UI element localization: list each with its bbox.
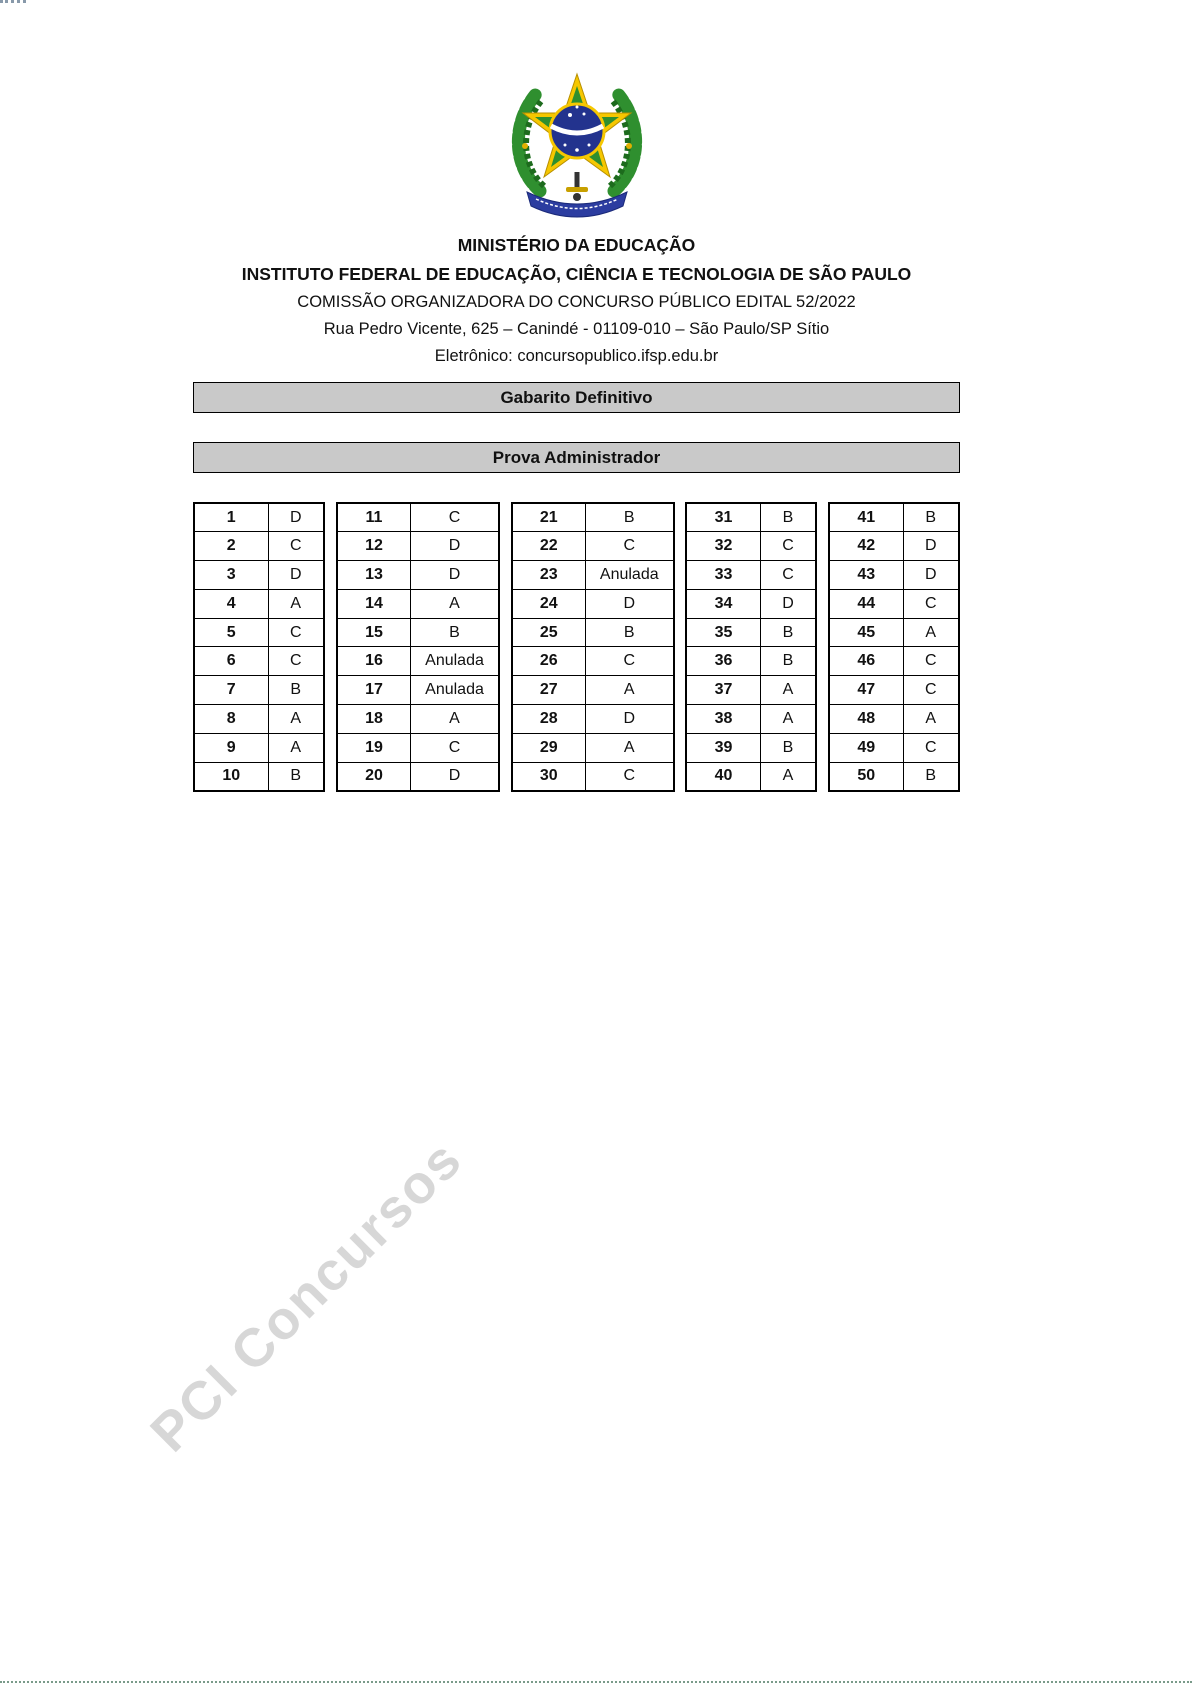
answer-value: C [411, 503, 499, 532]
answer-row [194, 503, 324, 532]
answer-row [829, 618, 959, 647]
answer-value: Anulada [411, 676, 499, 705]
answer-table-3 [511, 502, 675, 792]
question-number: 31 [686, 503, 760, 532]
answer-row [686, 532, 816, 561]
question-number: 50 [829, 762, 903, 791]
question-number: 11 [337, 503, 411, 532]
answer-value: C [586, 647, 674, 676]
answer-row [512, 705, 674, 734]
answer-value: D [760, 589, 816, 618]
answer-value: D [268, 503, 324, 532]
answer-row [337, 676, 499, 705]
answer-row [512, 589, 674, 618]
question-number: 46 [829, 647, 903, 676]
answer-value: D [903, 532, 959, 561]
question-number: 37 [686, 676, 760, 705]
answer-row [686, 676, 816, 705]
answer-row [512, 733, 674, 762]
question-number: 23 [512, 561, 586, 590]
answer-row [337, 733, 499, 762]
answer-value: C [586, 532, 674, 561]
question-number: 22 [512, 532, 586, 561]
answer-row [337, 705, 499, 734]
answer-table-2 [336, 502, 500, 792]
answer-row [686, 762, 816, 791]
question-number: 18 [337, 705, 411, 734]
answer-value: A [760, 705, 816, 734]
document-content [193, 0, 960, 792]
answer-row [686, 618, 816, 647]
answer-value: C [586, 762, 674, 791]
answer-value: D [411, 762, 499, 791]
question-number: 20 [337, 762, 411, 791]
question-number: 5 [194, 618, 268, 647]
answer-row [337, 762, 499, 791]
header-line-commission: COMISSÃO ORGANIZADORA DO CONCURSO PÚBLICO EDITAL 52/2022 [297, 293, 856, 311]
answer-value: D [411, 532, 499, 561]
question-number: 19 [337, 733, 411, 762]
answer-value: C [268, 647, 324, 676]
answer-tables [193, 502, 960, 792]
answer-value: C [903, 647, 959, 676]
question-number: 26 [512, 647, 586, 676]
answer-table-5 [828, 502, 960, 792]
answer-row [686, 503, 816, 532]
question-number: 21 [512, 503, 586, 532]
answer-value: B [760, 647, 816, 676]
question-number: 35 [686, 618, 760, 647]
answer-table-1 [193, 502, 325, 792]
question-number: 27 [512, 676, 586, 705]
question-number: 42 [829, 532, 903, 561]
question-number: 10 [194, 762, 268, 791]
watermark: PCI Concursos [139, 1128, 474, 1464]
question-number: 3 [194, 561, 268, 590]
answer-value: B [760, 503, 816, 532]
answer-value: B [268, 676, 324, 705]
answer-value: A [268, 733, 324, 762]
scan-artifact-dots-top [0, 0, 26, 3]
answer-row [194, 589, 324, 618]
answer-row [512, 618, 674, 647]
answer-row [194, 618, 324, 647]
answer-value: D [586, 589, 674, 618]
answer-value: A [760, 762, 816, 791]
answer-row [337, 503, 499, 532]
question-number: 43 [829, 561, 903, 590]
question-number: 45 [829, 618, 903, 647]
answer-row [194, 676, 324, 705]
answer-row [829, 762, 959, 791]
question-number: 36 [686, 647, 760, 676]
question-number: 2 [194, 532, 268, 561]
answer-row [686, 561, 816, 590]
answer-value: A [268, 705, 324, 734]
answer-row [829, 503, 959, 532]
answer-value: B [760, 618, 816, 647]
answer-value: C [268, 532, 324, 561]
answer-row [512, 561, 674, 590]
answer-value: B [586, 503, 674, 532]
answer-row [829, 705, 959, 734]
answer-row [686, 647, 816, 676]
question-number: 39 [686, 733, 760, 762]
answer-row [337, 589, 499, 618]
question-number: 29 [512, 733, 586, 762]
answer-row [194, 532, 324, 561]
answer-table-4 [685, 502, 817, 792]
answer-row [194, 561, 324, 590]
scan-artifact-dots-bottom [0, 1681, 1192, 1683]
answer-row [194, 705, 324, 734]
answer-value: D [586, 705, 674, 734]
answer-row [512, 762, 674, 791]
answer-value: C [903, 589, 959, 618]
answer-row [829, 532, 959, 561]
question-number: 33 [686, 561, 760, 590]
question-number: 44 [829, 589, 903, 618]
answer-value: C [411, 733, 499, 762]
question-number: 17 [337, 676, 411, 705]
question-number: 9 [194, 733, 268, 762]
answer-value: B [268, 762, 324, 791]
answer-value: C [268, 618, 324, 647]
question-number: 8 [194, 705, 268, 734]
coat-of-arms-svg [502, 56, 652, 221]
question-number: 48 [829, 705, 903, 734]
answer-value: C [903, 676, 959, 705]
banner-gabarito-definitivo: Gabarito Definitivo [193, 382, 960, 413]
answer-row [194, 647, 324, 676]
answer-value: A [760, 676, 816, 705]
question-number: 49 [829, 733, 903, 762]
question-number: 7 [194, 676, 268, 705]
header-line-address: Rua Pedro Vicente, 625 – Canindé - 01109-010 – São Paulo/SP Sítio [323, 320, 830, 338]
answer-value: B [411, 618, 499, 647]
answer-value: D [411, 561, 499, 590]
answer-value: A [903, 618, 959, 647]
answer-row [829, 561, 959, 590]
answer-value: Anulada [586, 561, 674, 590]
question-number: 34 [686, 589, 760, 618]
answer-value: C [903, 733, 959, 762]
question-number: 16 [337, 647, 411, 676]
answer-row [686, 589, 816, 618]
answer-row [829, 733, 959, 762]
answer-value: A [903, 705, 959, 734]
answer-value: A [411, 705, 499, 734]
question-number: 41 [829, 503, 903, 532]
answer-value: A [586, 733, 674, 762]
answer-row [512, 647, 674, 676]
answer-row [512, 676, 674, 705]
question-number: 4 [194, 589, 268, 618]
question-number: 47 [829, 676, 903, 705]
answer-value: B [760, 733, 816, 762]
brazil-coat-of-arms [502, 56, 652, 221]
answer-value: A [411, 589, 499, 618]
answer-row [337, 647, 499, 676]
answer-row [512, 532, 674, 561]
answer-row [337, 561, 499, 590]
answer-value: A [586, 676, 674, 705]
answer-row [829, 647, 959, 676]
question-number: 38 [686, 705, 760, 734]
answer-row [194, 762, 324, 791]
answer-row [829, 589, 959, 618]
banner-prova-administrador: Prova Administrador [193, 442, 960, 473]
question-number: 24 [512, 589, 586, 618]
header-line-ministry: MINISTÉRIO DA EDUCAÇÃO [457, 235, 696, 255]
answer-value: B [903, 503, 959, 532]
answer-row [686, 705, 816, 734]
question-number: 32 [686, 532, 760, 561]
question-number: 28 [512, 705, 586, 734]
question-number: 14 [337, 589, 411, 618]
question-number: 25 [512, 618, 586, 647]
answer-value: A [268, 589, 324, 618]
answer-value: B [586, 618, 674, 647]
answer-value: D [903, 561, 959, 590]
question-number: 6 [194, 647, 268, 676]
question-number: 15 [337, 618, 411, 647]
header-text-block [193, 231, 960, 370]
answer-value: D [268, 561, 324, 590]
answer-row [194, 733, 324, 762]
answer-value: B [903, 762, 959, 791]
question-number: 12 [337, 532, 411, 561]
answer-row [337, 618, 499, 647]
answer-row [829, 676, 959, 705]
answer-value: C [760, 532, 816, 561]
header-line-institute: INSTITUTO FEDERAL DE EDUCAÇÃO, CIÊNCIA E TECNOLOGIA DE SÃO PAULO [241, 264, 912, 284]
answer-row [337, 532, 499, 561]
question-number: 30 [512, 762, 586, 791]
question-number: 1 [194, 503, 268, 532]
answer-row [512, 503, 674, 532]
answer-value: Anulada [411, 647, 499, 676]
answer-row [686, 733, 816, 762]
question-number: 40 [686, 762, 760, 791]
answer-value: C [760, 561, 816, 590]
question-number: 13 [337, 561, 411, 590]
header-line-website: Eletrônico: concursopublico.ifsp.edu.br [434, 347, 719, 365]
